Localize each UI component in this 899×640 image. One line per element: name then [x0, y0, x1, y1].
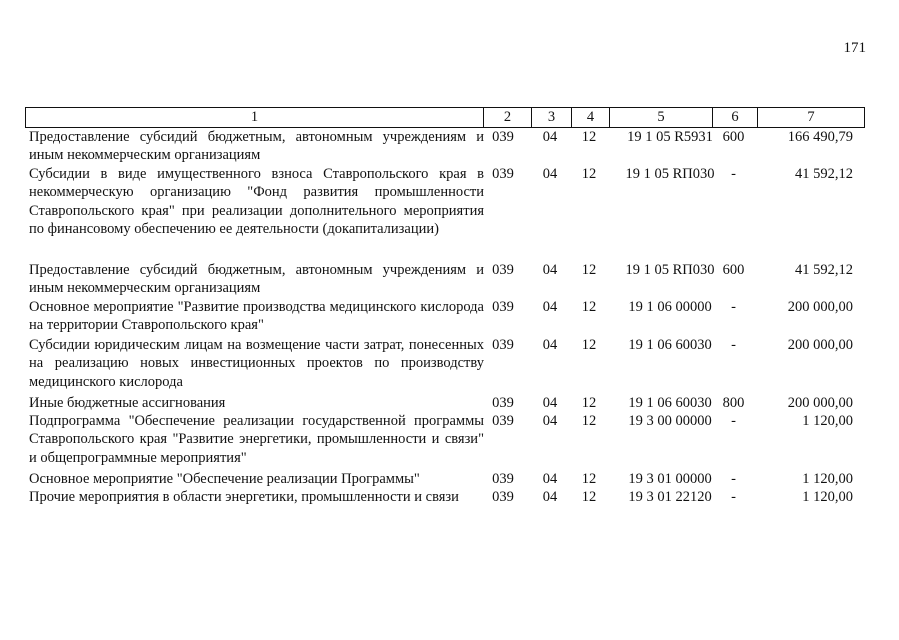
row-target-article: 19 1 05 RП030	[625, 262, 715, 278]
row-code: 039	[492, 489, 514, 505]
table-row	[25, 336, 865, 394]
header-col-4: 4	[571, 108, 609, 127]
table-row	[25, 261, 865, 298]
row-amount: 1 120,00	[802, 471, 853, 487]
row-subsection: 12	[581, 489, 597, 505]
header-col-5: 5	[609, 108, 712, 127]
row-section: 04	[542, 413, 558, 429]
table-row	[25, 394, 865, 412]
row-target-article: 19 3 01 22120	[628, 489, 712, 505]
row-code: 039	[492, 129, 514, 145]
header-col-7: 7	[757, 108, 864, 127]
header-col-1: 1	[250, 109, 259, 125]
row-amount: 1 120,00	[802, 489, 853, 505]
row-amount: 200 000,00	[787, 395, 853, 411]
row-target-article: 19 3 01 00000	[628, 471, 712, 487]
row-target-article: 19 1 05 RП030	[625, 166, 715, 182]
row-code: 039	[492, 337, 514, 353]
row-code: 039	[492, 299, 514, 315]
row-target-article: 19 1 05 R5931	[627, 129, 713, 145]
row-amount: 200 000,00	[787, 337, 853, 353]
row-expense-type: -	[731, 413, 736, 429]
row-expense-type: 600	[722, 129, 745, 145]
row-section: 04	[542, 262, 558, 278]
table-row	[25, 165, 865, 261]
row-description: Основное мероприятие "Развитие производства медицинского кислорода на территории Ставропольского края"	[29, 299, 484, 334]
row-description: Субсидии юридическим лицам на возмещение части затрат, понесенных на реализацию новых инвестиционных проектов по производству медицинского кислорода	[29, 337, 484, 390]
row-expense-type: -	[731, 471, 736, 487]
row-amount: 166 490,79	[787, 129, 853, 145]
table-row	[25, 128, 865, 165]
row-expense-type: -	[731, 299, 736, 315]
header-col-2: 2	[483, 108, 531, 127]
row-description: Предоставление субсидий бюджетным, автономным учреждениям и иным некоммерческим организациям	[29, 262, 484, 297]
table-row	[25, 298, 865, 336]
row-section: 04	[542, 166, 558, 182]
row-amount: 41 592,12	[795, 262, 853, 278]
row-subsection: 12	[581, 262, 597, 278]
row-section: 04	[542, 337, 558, 353]
row-amount: 41 592,12	[795, 166, 853, 182]
row-target-article: 19 1 06 60030	[628, 395, 712, 411]
row-target-article: 19 3 00 00000	[628, 413, 712, 429]
row-section: 04	[542, 129, 558, 145]
row-section: 04	[542, 471, 558, 487]
row-subsection: 12	[581, 129, 597, 145]
row-target-article: 19 1 06 60030	[628, 337, 712, 353]
row-expense-type: -	[731, 489, 736, 505]
table-row	[25, 488, 865, 506]
row-code: 039	[492, 413, 514, 429]
header-col-6: 6	[712, 108, 757, 127]
table-row	[25, 470, 865, 488]
row-description: Иные бюджетные ассигнования	[29, 395, 226, 411]
row-section: 04	[542, 489, 558, 505]
row-subsection: 12	[581, 166, 597, 182]
row-section: 04	[542, 299, 558, 315]
row-amount: 200 000,00	[787, 299, 853, 315]
row-expense-type: -	[731, 166, 736, 182]
row-code: 039	[492, 166, 514, 182]
row-code: 039	[492, 395, 514, 411]
row-subsection: 12	[581, 413, 597, 429]
row-code: 039	[492, 262, 514, 278]
row-expense-type: 600	[722, 262, 745, 278]
header-col-3: 3	[531, 108, 571, 127]
row-subsection: 12	[581, 395, 597, 411]
row-description: Прочие мероприятия в области энергетики, промышленности и связи	[29, 489, 459, 505]
row-expense-type: -	[731, 337, 736, 353]
table-body	[25, 128, 865, 506]
row-code: 039	[492, 471, 514, 487]
row-section: 04	[542, 395, 558, 411]
row-amount: 1 120,00	[802, 413, 853, 429]
row-expense-type: 800	[722, 395, 745, 411]
row-description: Подпрограмма "Обеспечение реализации государственной программы Ставропольского края "Развитие энергетики, промышленности и связи" и общепрограммные мероприятия"	[29, 413, 484, 466]
table-row	[25, 412, 865, 470]
row-target-article: 19 1 06 00000	[628, 299, 712, 315]
page-number: 171	[843, 40, 866, 56]
table-header-row	[25, 107, 865, 128]
row-description: Основное мероприятие "Обеспечение реализации Программы"	[29, 471, 420, 487]
row-subsection: 12	[581, 299, 597, 315]
row-subsection: 12	[581, 337, 597, 353]
row-subsection: 12	[581, 471, 597, 487]
row-description: Субсидии в виде имущественного взноса Ставропольского края в некоммерческую организацию "Фонд развития промышленности Ставропольского края" при реализации дополнительного мероприятия по финансовому обеспечению ее деятельности (докапитализации)	[29, 166, 484, 237]
row-description: Предоставление субсидий бюджетным, автономным учреждениям и иным некоммерческим организациям	[29, 129, 484, 164]
